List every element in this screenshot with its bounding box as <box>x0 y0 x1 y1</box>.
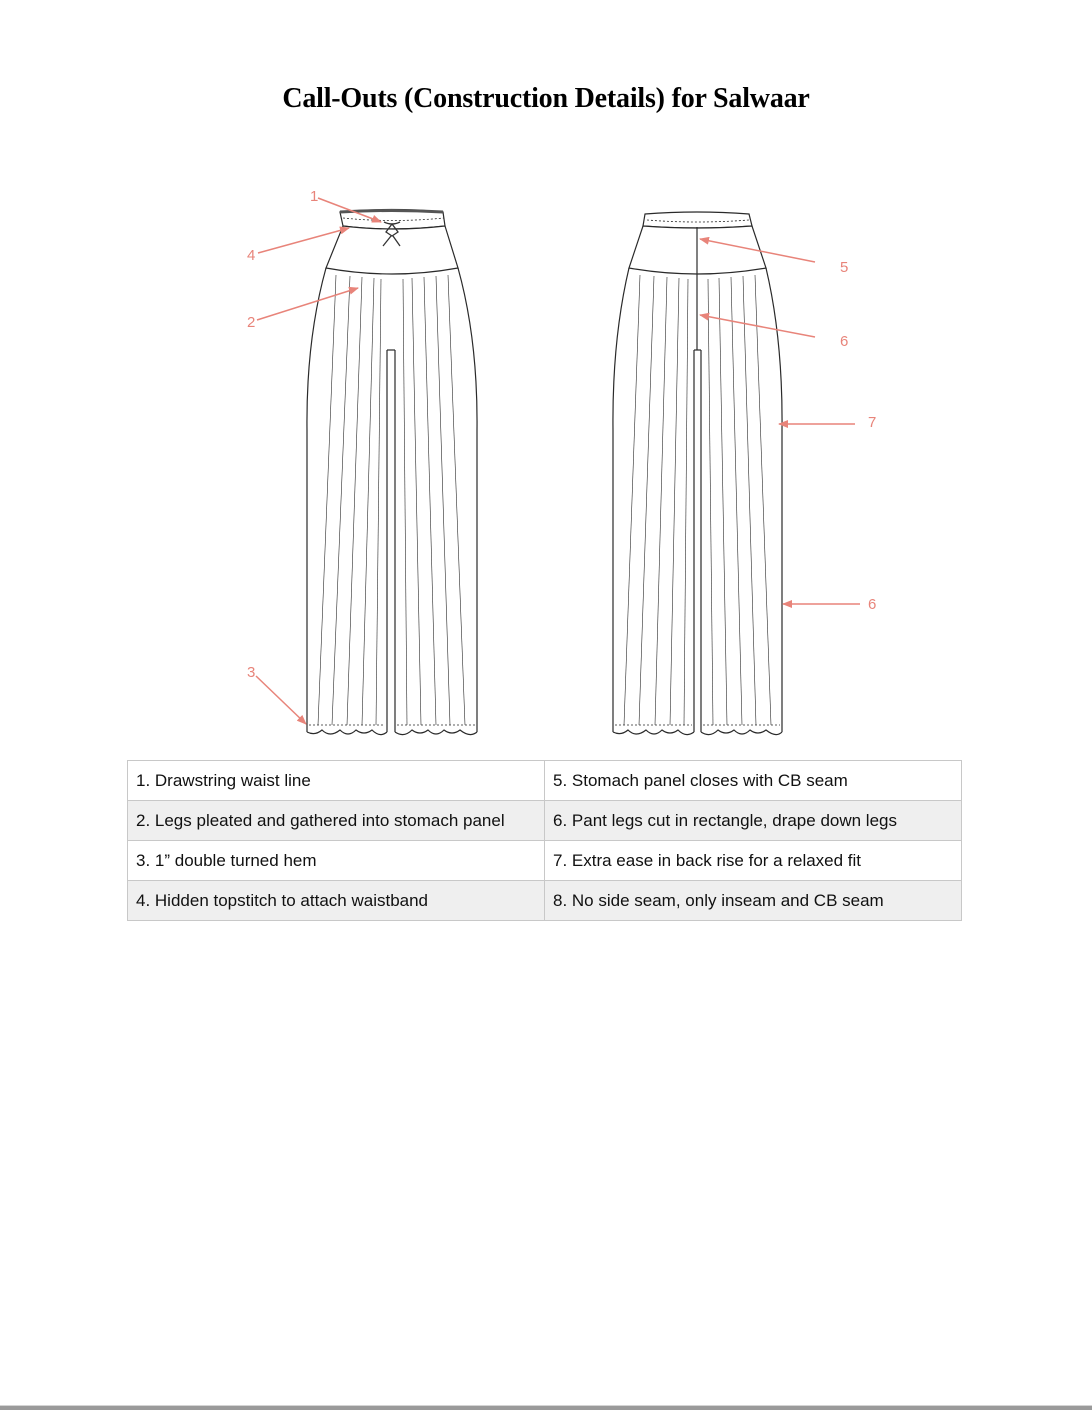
page-title: Call-Outs (Construction Details) for Salwaar <box>282 83 810 114</box>
table-row <box>128 881 962 921</box>
table-cell: 5. Stomach panel closes with CB seam <box>545 761 962 801</box>
table-cell: 3. 1” double turned hem <box>128 841 545 881</box>
table-cell: 1. Drawstring waist line <box>128 761 545 801</box>
callout-number-2: 2 <box>247 314 256 331</box>
table-row <box>128 841 962 881</box>
callout-number-3: 3 <box>247 664 256 681</box>
table-cell: 2. Legs pleated and gathered into stomach panel <box>128 801 545 841</box>
callout-number-6a: 6 <box>840 333 849 350</box>
callout-arrow-2 <box>257 288 358 320</box>
callout-arrows <box>256 198 860 724</box>
callout-number-5: 5 <box>840 259 849 276</box>
table-cell: 6. Pant legs cut in rectangle, drape down legs <box>545 801 962 841</box>
table-row <box>128 801 962 841</box>
table-cell: 4. Hidden topstitch to attach waistband <box>128 881 545 921</box>
callout-number-1: 1 <box>310 188 319 205</box>
table-row <box>128 761 962 801</box>
table-cell: 7. Extra ease in back rise for a relaxed fit <box>545 841 962 881</box>
front-view-sketch <box>307 210 477 735</box>
callout-number-7: 7 <box>868 414 877 431</box>
construction-details-table <box>127 760 962 921</box>
callout-number-4: 4 <box>247 247 256 264</box>
page-bottom-shadow <box>0 1406 1092 1410</box>
callout-number-6b: 6 <box>868 596 877 613</box>
table-cell: 8. No side seam, only inseam and CB seam <box>545 881 962 921</box>
back-view-sketch <box>613 212 782 735</box>
callout-arrow-3 <box>256 676 306 724</box>
callout-arrow-6a <box>700 315 815 337</box>
